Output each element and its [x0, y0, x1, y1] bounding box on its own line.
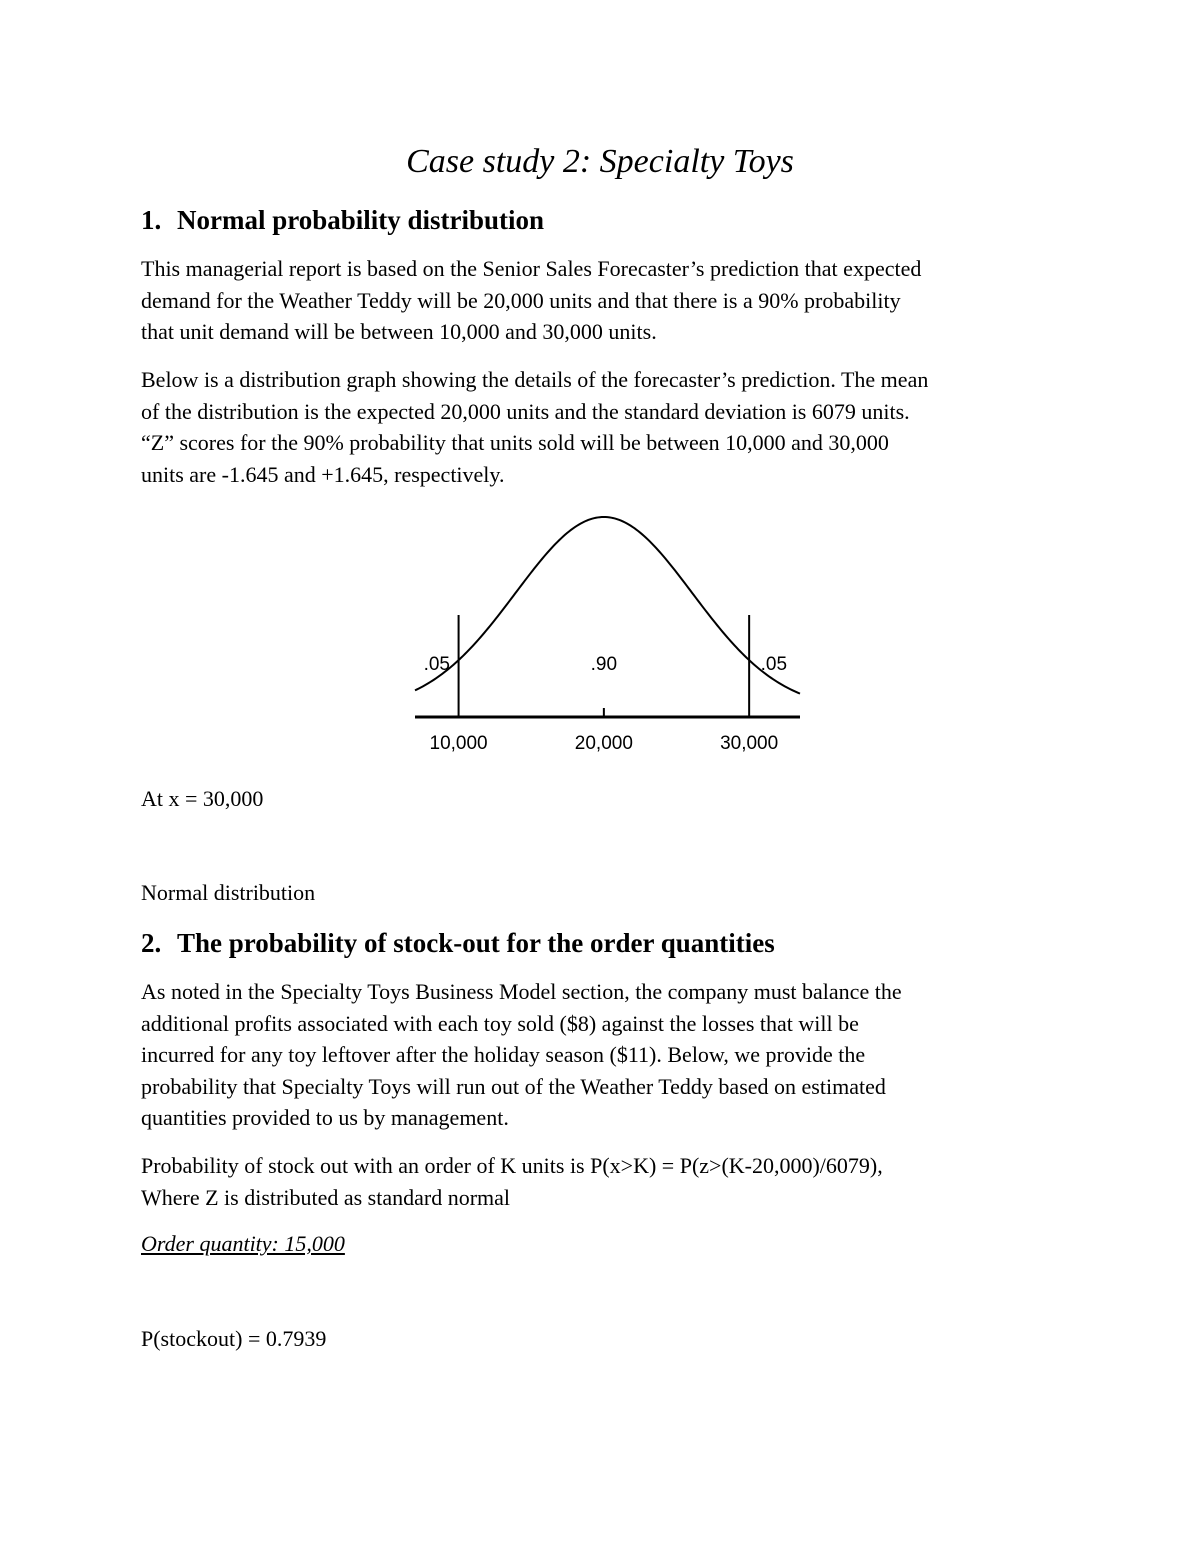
- paragraph-line: Below is a distribution graph showing the details of the forecaster’s prediction. The mean: [141, 367, 929, 392]
- section-1-paragraph-1: [141, 253, 1071, 348]
- paragraph-line: Where Z is distributed as standard normal: [141, 1184, 511, 1210]
- normal-distribution-label: Normal distribution: [141, 880, 316, 905]
- section-2-number: 2.: [141, 928, 162, 958]
- section-2-heading-text: The probability of stock-out for the order quantities: [177, 928, 775, 958]
- paragraph-line: Probability of stock out with an order of K units is P(x>K) = P(z>(K-20,000)/6079),: [141, 1153, 883, 1178]
- section-2-heading: [141, 925, 775, 961]
- region-probability-label: .05: [423, 654, 451, 675]
- paragraph-line: of the distribution is the expected 20,000 units and the standard deviation is 6079 units.: [141, 398, 910, 424]
- paragraph-line: incurred for any toy leftover after the holiday season ($11). Below, we provide the: [141, 1042, 866, 1067]
- tick-label: 20,000: [574, 733, 633, 754]
- paragraph-line: “Z” scores for the 90% probability that units sold will be between 10,000 and 30,000: [141, 430, 889, 455]
- paragraph-line: As noted in the Specialty Toys Business Model section, the company must balance the: [141, 979, 902, 1004]
- tick-label: 10,000: [429, 733, 488, 754]
- p-stockout: P(stockout) = 0.7939: [141, 1326, 327, 1351]
- region-probability-label: .05: [760, 654, 788, 675]
- document-title: Case study 2: Specialty Toys: [406, 143, 794, 180]
- section-1-number: 1.: [141, 205, 162, 235]
- paragraph-line: units are -1.645 and +1.645, respectively.: [141, 461, 505, 487]
- paragraph-line: additional profits associated with each toy sold ($8) against the losses that will be: [141, 1010, 859, 1036]
- paragraph-line: probability that Specialty Toys will run out of the Weather Teddy based on estimated: [141, 1073, 886, 1099]
- section-1-heading: [141, 202, 544, 238]
- normal-distribution-chart: [405, 505, 810, 765]
- order-quantity: Order quantity: 15,000: [141, 1231, 345, 1256]
- at-x-label: At x = 30,000: [141, 786, 264, 811]
- section-2-paragraph-2: [141, 1150, 1071, 1213]
- paragraph-line: demand for the Weather Teddy will be 20,000 units and that there is a 90% probability: [141, 287, 901, 313]
- paragraph-line: quantities provided to us by management.: [141, 1105, 509, 1130]
- tick-label: 30,000: [720, 733, 779, 754]
- section-2-paragraph-1: [141, 976, 1071, 1134]
- region-probability-label: .90: [590, 654, 618, 675]
- paragraph-line: that unit demand will be between 10,000 and 30,000 units.: [141, 319, 657, 344]
- paragraph-line: This managerial report is based on the Senior Sales Forecaster’s prediction that expected: [141, 256, 922, 281]
- section-1-heading-text: Normal probability distribution: [177, 205, 545, 235]
- section-1-paragraph-2: [141, 364, 1071, 490]
